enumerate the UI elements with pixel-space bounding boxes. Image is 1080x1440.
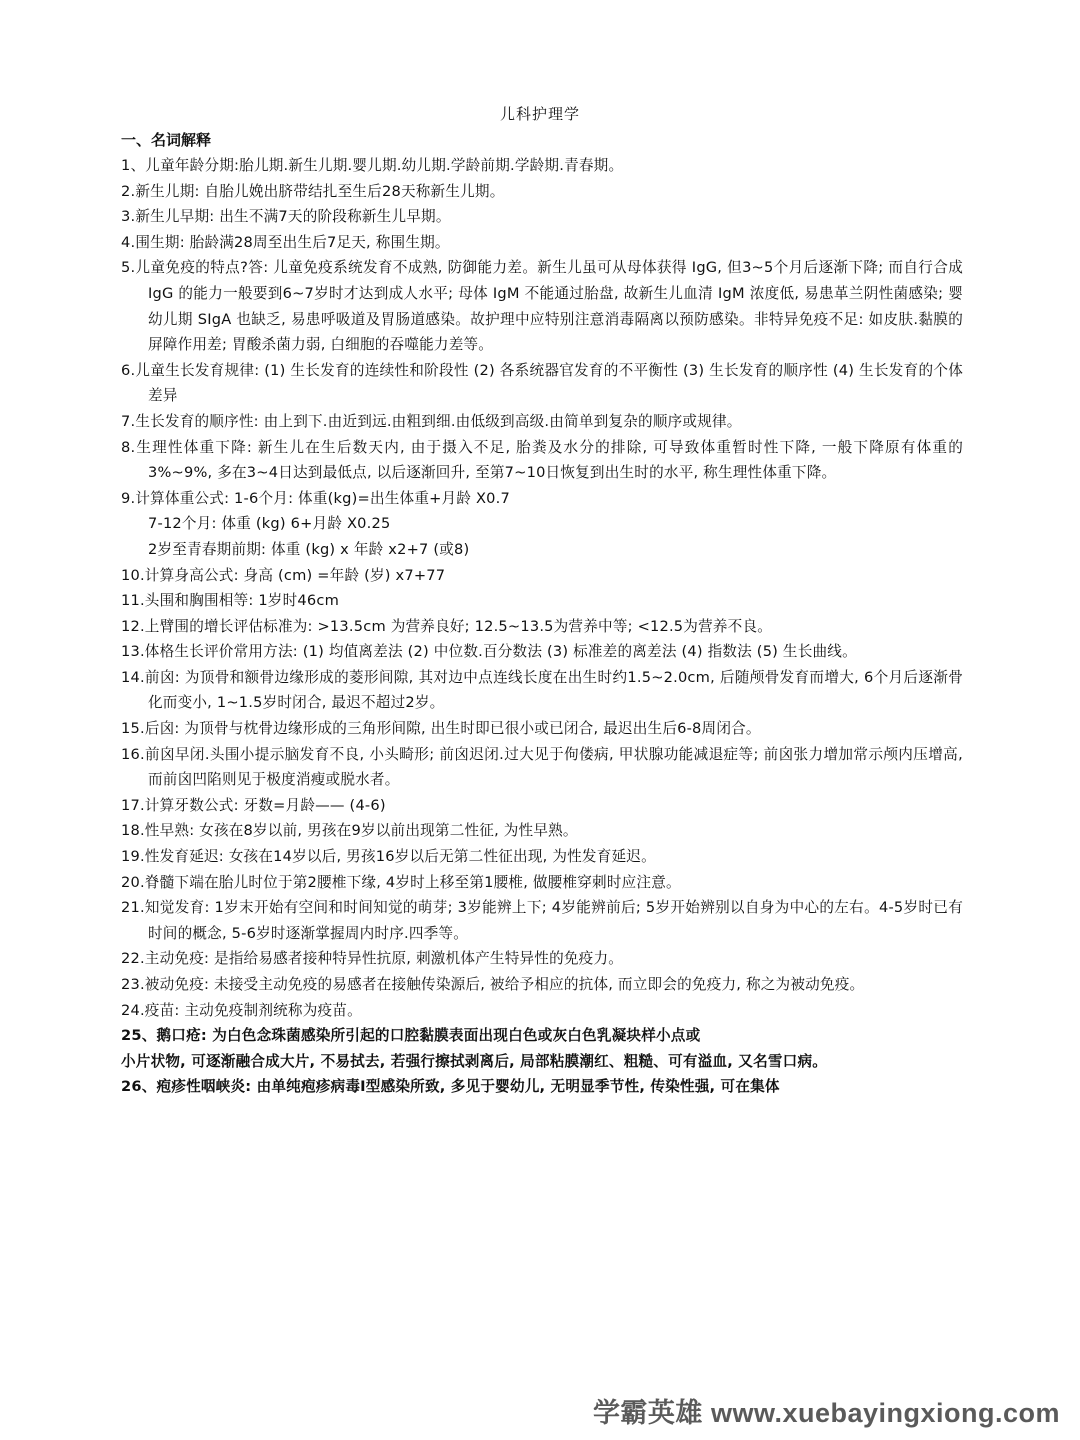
item-23: 23.被动免疫: 未接受主动免疫的易感者在接触传染源后, 被给予相应的抗体, 而立即会的免疫力, 称之为被动免疫。 [121,976,865,993]
item-21: 21.知觉发育: 1岁末开始有空间和时间知觉的萌芽; 3岁能辨上下; 4岁能辨前后; 5岁开始辨别以自身为中心的左右。4-5岁时已有时间的概念, 5-6岁时逐渐掌握周内时序.四季等。 [121,899,963,942]
item-15: 15.后囟: 为顶骨与枕骨边缘形成的三角形间隙, 出生时即已很小或已闭合, 最迟出生后6-8周闭合。 [121,720,761,738]
item-5: 5.儿童免疫的特点?答: 儿童免疫系统发育不成熟, 防御能力差。新生儿虽可从母体获得 IgG, 但3~5个月后逐渐下降; 而自行合成 IgG 的能力一般要到6~7岁时才达到成人水平; 母体 IgM 不能通过胎盘, 故新生儿血清 IgM 浓度低, 易患革兰阴性菌感染; 婴幼儿期 SIgA 也缺乏, 易患呼吸道及胃肠道感染。故护理中应特别注意消毒隔离以预防感染。非特异免疫不足: 如皮肤.黏膜的屏障作用差; 胃酸杀菌力弱, 白细胞的吞噬能力差等。 [121,259,963,354]
section-heading: 一、名词解释 [121,131,212,149]
item-25-continuation: 小片状物, 可逐渐融合成大片, 不易拭去, 若强行擦拭剥离后, 局部粘膜潮红、粗糙、可有溢血, 又名雪口病。 [121,1052,828,1070]
weight-formula-line-2: 7-12个月: 体重 (kg) 6+月龄 X0.25 [148,515,391,533]
item-22: 22.主动免疫: 是指给易感者接种特异性抗原, 刺激机体产生特异性的免疫力。 [121,950,624,968]
item-24: 24.疫苗: 主动免疫制剂统称为疫苗。 [121,1001,362,1019]
item-1: 1、儿童年龄分期:胎儿期.新生儿期.婴儿期.幼儿期.学龄前期.学龄期.青春期。 [121,157,624,174]
document-body [121,128,963,1100]
item-16: 16.前囟早闭.头围小提示脑发育不良, 小头畸形; 前囟迟闭.过大见于佝偻病, 甲状腺功能减退症等; 前囟张力增加常示颅内压增高, 而前囟凹陷则见于极度消瘦或脱水者。 [121,745,963,789]
item-6: 6.儿童生长发育规律: (1) 生长发育的连续性和阶段性 (2) 各系统器官发育的不平衡性 (3) 生长发育的顺序性 (4) 生长发育的个体差异 [121,361,963,405]
item-3: 3.新生儿早期: 出生不满7天的阶段称新生儿早期。 [121,208,451,226]
item-11: 11.头围和胸围相等: 1岁时46cm [121,592,340,610]
item-10: 10.计算身高公式: 身高 (cm) =年龄 (岁) x7+77 [121,566,446,584]
footer-watermark: 学霸英雄 www.xuebayingxiong.com [592,1398,1060,1428]
weight-formula-line-3: 2岁至青春期前期: 体重 (kg) x 年龄 x2+7 (或8) [148,540,470,558]
item-26: 26、疱疹性咽峡炎: 由单纯疱疹病毒Ⅰ型感染所致, 多见于婴幼儿, 无明显季节性, 传染性强, 可在集体 [121,1078,780,1096]
item-4: 4.围生期: 胎龄满28周至出生后7足天, 称围生期。 [121,233,450,251]
item-2: 2.新生儿期: 自胎儿娩出脐带结扎至生后28天称新生儿期。 [121,182,505,200]
item-17: 17.计算牙数公式: 牙数=月龄—— (4-6) [121,796,386,814]
item-7: 7.生长发育的顺序性: 由上到下.由近到远.由粗到细.由低级到高级.由简单到复杂的顺序或规律。 [121,412,742,430]
item-19: 19.性发育延迟: 女孩在14岁以后, 男孩16岁以后无第二性征出现, 为性发育延迟。 [121,848,656,866]
document-title: 儿科护理学 [499,105,580,123]
item-9-weight-formula: 9.计算体重公式: 1-6个月: 体重(kg)=出生体重+月龄 X0.7 [121,489,510,507]
item-14: 14.前囟: 为顶骨和额骨边缘形成的菱形间隙, 其对边中点连线长度在出生时约1.5~2.0cm, 后随颅骨发育而增大, 6个月后逐渐骨化而变小, 1~1.5岁时闭合, 最迟不超过2岁。 [121,668,963,712]
item-25-heading: 25、鹅口疮: 为白色念珠菌感染所引起的口腔黏膜表面出现白色或灰白色乳凝块样小点或 [121,1027,701,1045]
item-8: 8.生理性体重下降: 新生儿在生后数天内, 由于摄入不足, 胎粪及水分的排除, 可导致体重暂时性下降, 一般下降原有体重的3%~9%, 多在3~4日达到最低点, 以后逐渐回升, 至第7~10日恢复到出生时的水平, 称生理性体重下降。 [121,438,963,482]
item-18: 18.性早熟: 女孩在8岁以前, 男孩在9岁以前出现第二性征, 为性早熟。 [121,822,578,840]
item-13: 13.体格生长评价常用方法: (1) 均值离差法 (2) 中位数.百分数法 (3) 标准差的离差法 (4) 指数法 (5) 生长曲线。 [121,643,857,661]
item-20: 20.脊髓下端在胎儿时位于第2腰椎下缘, 4岁时上移至第1腰椎, 做腰椎穿刺时应注意。 [121,873,681,891]
item-12: 12.上臂围的增长评估标准为: >13.5cm 为营养良好; 12.5~13.5为营养中等; <12.5为营养不良。 [121,617,773,635]
